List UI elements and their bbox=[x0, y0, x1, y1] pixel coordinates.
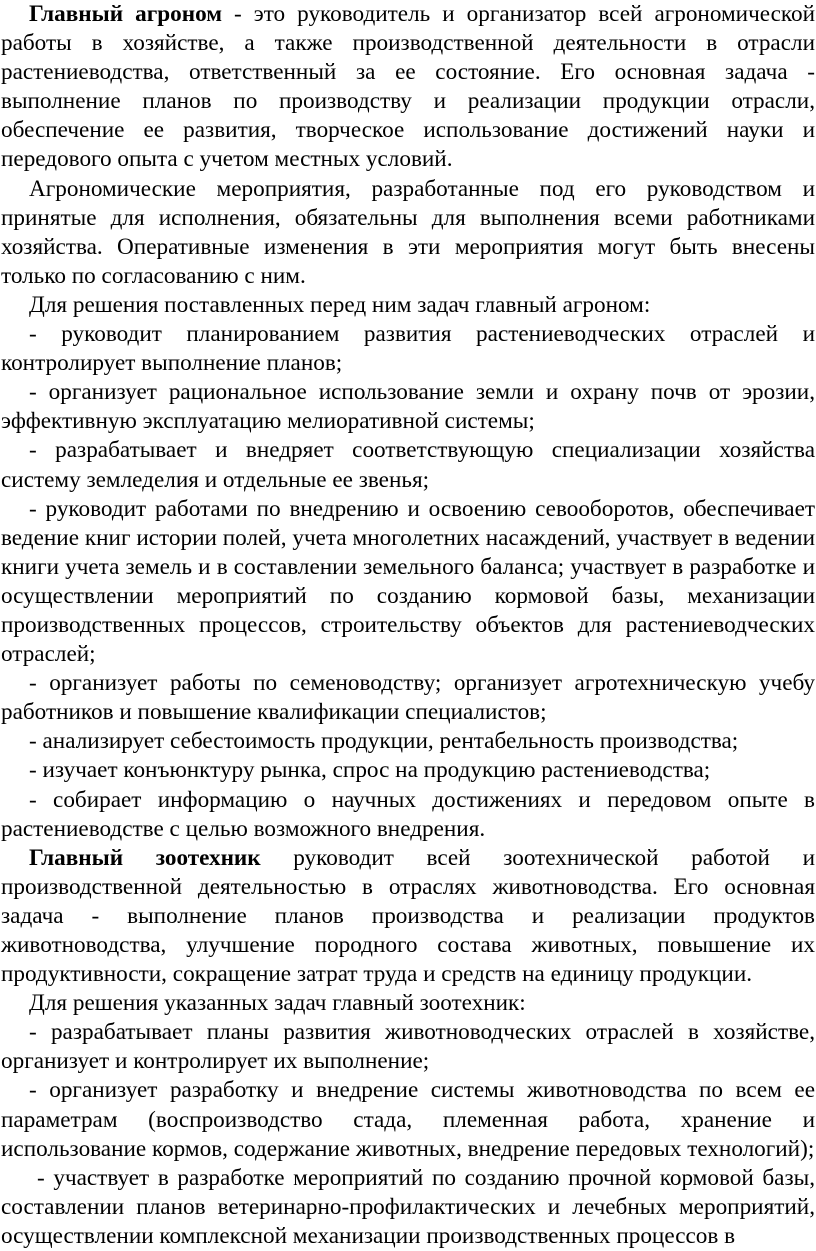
paragraph-text: - это руководитель и организатор всей агрономической работы в хозяйстве, а также производственной деятельности в отрасли растениеводства, ответственный за ее состояние. Его основная задача - выполнение планов по производству и реализации продукции отрасли, обеспечение ее развития, творческое использование достижений науки и передового опыта с учетом местных условий. bbox=[1, 1, 815, 173]
paragraph-text: руководит всей зоотехнической работой и производственной деятельностью в отраслях животноводства. Его основная задача - выполнение планов производства и реализации продуктов животноводства, улучшение породного состава животных, повышение их продуктивности, сокращение затрат труда и средств на единицу продукции. bbox=[1, 844, 815, 988]
list-item: - анализирует себестоимость продукции, рентабельность производства; bbox=[29, 728, 739, 755]
list-item: - руководит работами по внедрению и освоению севооборотов, обеспечивает ведение книг истории полей, учета многолетних насаждений, участвует в ведении книги учета земель и в составлении земельного баланса; участвует в разработке и осуществлении мероприятий по созданию кормовой базы, механизации производственных процессов, строительству объектов для растениеводческих отраслей; bbox=[1, 495, 815, 668]
list-item: - организует разработку и внедрение системы животноводства по всем ее параметрам (воспроизводство стада, племенная работа, хранение и использование кормов, содержание животных, внедрение передовых технологий); bbox=[1, 1077, 815, 1162]
list-item: - участвует в разработке мероприятий по созданию прочной кормовой базы, составлении планов ветеринарно-профилактических и лечебных мероприятий, осуществлении комплексной механизации производственных процессов в bbox=[1, 1164, 815, 1249]
term-chief-agronomist: Главный агроном bbox=[29, 1, 223, 27]
paragraph-measures: Агрономические мероприятия, разработанные под его руководством и принятые для исполнения, обязательны для выполнения всеми работниками хозяйства. Оперативные изменения в эти мероприятия могут быть внесены только по согласованию с ним. bbox=[1, 175, 815, 289]
paragraph-tasks-intro: Для решения поставленных перед ним задач главный агроном: bbox=[29, 291, 651, 318]
paragraph-chief-agronomist bbox=[1, 0, 815, 175]
term-chief-zootechnician: Главный зоотехник bbox=[29, 844, 261, 871]
list-item: - разрабатывает и внедряет соответствующую специализации хозяйства систему земледелия и отдельные ее звенья; bbox=[1, 437, 815, 493]
paragraph-chief-zootechnician bbox=[1, 844, 815, 989]
paragraph-tasks-intro: Для решения указанных задач главный зоотехник: bbox=[29, 990, 526, 1017]
list-item: - собирает информацию о научных достижениях и передовом опыте в растениеводстве с целью возможного внедрения. bbox=[1, 786, 815, 842]
list-item: - разрабатывает планы развития животноводческих отраслей в хозяйстве, организует и контролирует их выполнение; bbox=[1, 1019, 815, 1075]
list-item: - изучает конъюнктуру рынка, спрос на продукцию растениеводства; bbox=[29, 757, 711, 784]
list-item: - руководит планированием развития растениеводческих отраслей и контролирует выполнение планов; bbox=[1, 321, 815, 377]
list-item: - организует работы по семеноводству; организует агротехническую учебу работников и повышение квалификации специалистов; bbox=[1, 670, 815, 726]
list-item: - организует рациональное использование земли и охрану почв от эрозии, эффективную эксплуатацию мелиоративной системы; bbox=[1, 379, 815, 435]
